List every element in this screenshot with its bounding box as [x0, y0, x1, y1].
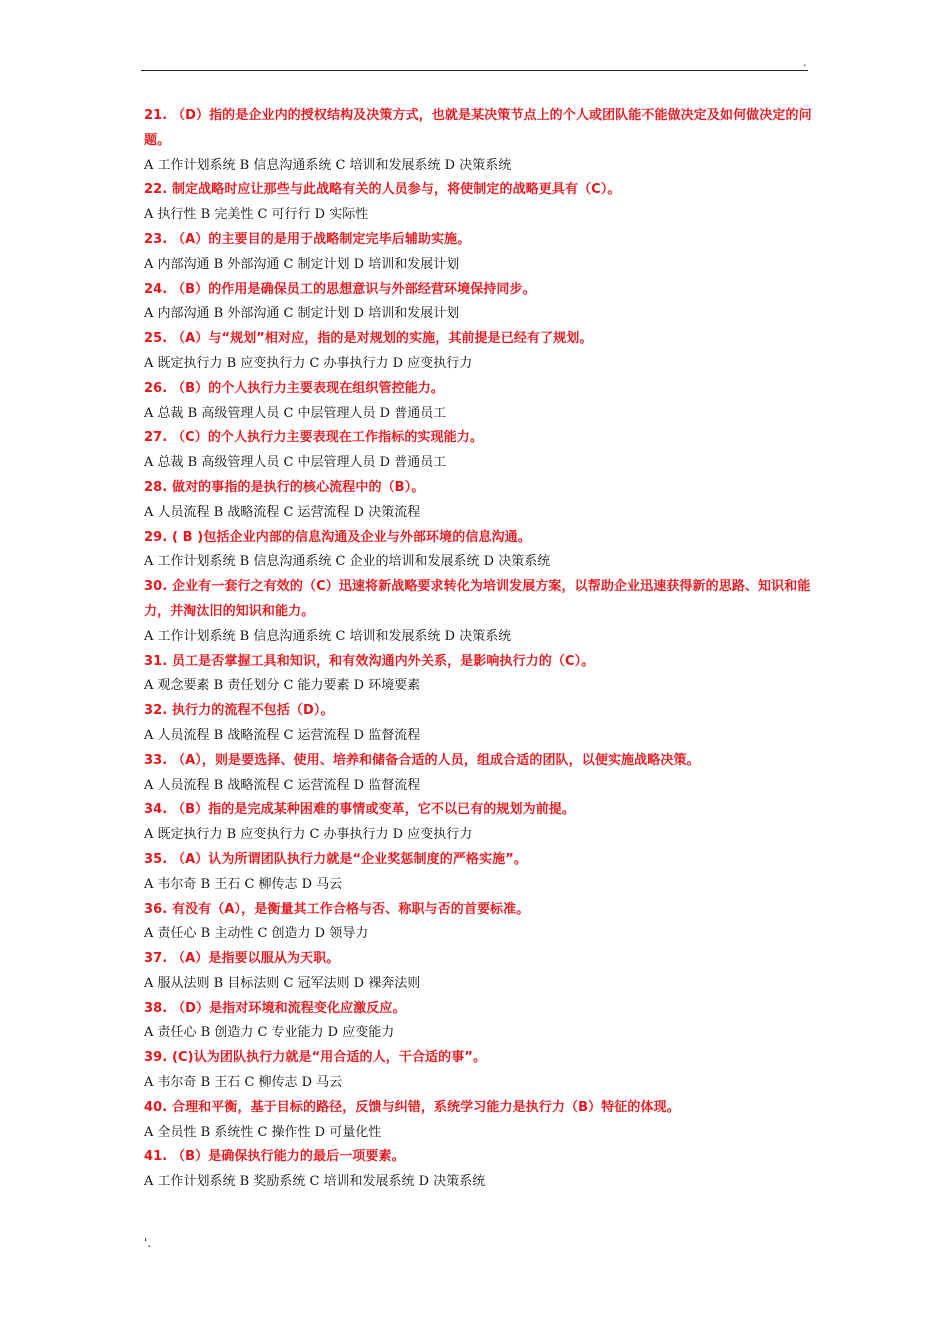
- question-body: （A）与“规划”相对应，指的是对规划的实施，其前提是已经有了规划。: [171, 331, 593, 347]
- question-text: [144, 699, 812, 724]
- answer-options: A 人员流程 B 战略流程 C 运营流程 D 监督流程: [144, 777, 421, 793]
- answer-options: A 内部沟通 B 外部沟通 C 制定计划 D 培训和发展计划: [144, 256, 460, 272]
- question-number: 25.: [144, 331, 168, 347]
- question-body: 合理和平衡，基于目标的路径，反馈与纠错，系统学习能力是执行力（B）特征的体现。: [171, 1099, 680, 1115]
- answer-options: A 总裁 B 高级管理人员 C 中层管理人员 D 普通员工: [144, 405, 447, 421]
- question-body: （B）的作用是确保员工的思想意识与外部经营环境保持同步。: [171, 281, 536, 297]
- question-text: [144, 650, 812, 675]
- question-body: 有没有（A），是衡量其工作合格与否、称职与否的首要标准。: [171, 901, 530, 917]
- question-number: 27.: [144, 430, 168, 446]
- question-body: 执行力的流程不包括（D）。: [171, 703, 334, 719]
- header-mark: .: [803, 56, 807, 69]
- answer-options: A 执行性 B 完美性 C 可行行 D 实际性: [144, 207, 369, 223]
- question-text: [144, 377, 812, 402]
- answer-options: A 人员流程 B 战略流程 C 运营流程 D 监督流程: [144, 727, 421, 743]
- question-number: 22.: [144, 182, 168, 198]
- question-body: 做对的事指的是执行的核心流程中的（B）。: [171, 479, 425, 495]
- question-number: 24.: [144, 281, 168, 297]
- question-number: 38.: [144, 1000, 168, 1016]
- question-number: 34.: [144, 802, 168, 818]
- answer-options: A 工作计划系统 B 奖励系统 C 培训和发展系统 D 决策系统: [144, 1174, 486, 1190]
- question-list: [144, 104, 812, 1195]
- question-body: （B）指的是完成某种困难的事情或变革，它不以已有的规划为前提。: [171, 802, 575, 818]
- question-number: 31.: [144, 653, 168, 669]
- question-text: [144, 898, 812, 923]
- answer-options: A 韦尔奇 B 王石 C 柳传志 D 马云: [144, 876, 343, 892]
- question-number: 28.: [144, 479, 168, 495]
- question-text: [144, 327, 812, 352]
- question-text: [144, 1145, 812, 1170]
- question-body: (C)认为团队执行力就是“用合适的人，干合适的事”。: [171, 1050, 487, 1066]
- answer-options: A 人员流程 B 战略流程 C 运营流程 D 决策流程: [144, 504, 421, 520]
- question-number: 29.: [144, 529, 168, 545]
- answer-options: A 全员性 B 系统性 C 操作性 D 可量化性: [144, 1124, 382, 1140]
- question-text: [144, 1096, 812, 1121]
- question-body: （D）是指对环境和流程变化应激反应。: [171, 1000, 406, 1016]
- question-body: （A）是指要以服从为天职。: [171, 951, 340, 967]
- question-number: 33.: [144, 752, 168, 768]
- question-text: [144, 104, 812, 154]
- question-number: 35.: [144, 851, 168, 867]
- answer-options: A 责任心 B 创造力 C 专业能力 D 应变能力: [144, 1025, 395, 1041]
- question-number: 30.: [144, 579, 168, 595]
- answer-options: A 既定执行力 B 应变执行力 C 办事执行力 D 应变执行力: [144, 355, 473, 371]
- question-body: （B）是确保执行能力的最后一项要素。: [171, 1149, 405, 1165]
- question-text: [144, 749, 812, 774]
- question-body: （A）认为所谓团队执行力就是“企业奖惩制度的严格实施”。: [171, 851, 527, 867]
- question-text: [144, 848, 812, 873]
- question-text: [144, 575, 812, 625]
- question-text: [144, 426, 812, 451]
- question-number: 40.: [144, 1099, 168, 1115]
- answer-options: A 韦尔奇 B 王石 C 柳传志 D 马云: [144, 1075, 343, 1091]
- question-text: [144, 228, 812, 253]
- question-number: 26.: [144, 380, 168, 396]
- question-body: 企业有一套行之有效的（C）迅速将新战略要求转化为培训发展方案，以帮助企业迅速获得新的思路、知识和能力，并淘汰旧的知识和能力。: [144, 579, 811, 619]
- question-text: [144, 476, 812, 501]
- question-text: [144, 947, 812, 972]
- answer-options: A 总裁 B 高级管理人员 C 中层管理人员 D 普通员工: [144, 455, 447, 471]
- question-body: （A），则是要选择、使用、培养和储备合适的人员，组成合适的团队，以便实施战略决策。: [171, 752, 700, 768]
- question-number: 32.: [144, 703, 168, 719]
- answer-options: A 既定执行力 B 应变执行力 C 办事执行力 D 应变执行力: [144, 827, 473, 843]
- question-number: 21.: [144, 108, 168, 123]
- answer-options: A 观念要素 B 责任划分 C 能力要素 D 环境要素: [144, 678, 421, 694]
- question-number: 23.: [144, 231, 168, 247]
- answer-options: A 责任心 B 主动性 C 创造力 D 领导力: [144, 926, 369, 942]
- question-body: （C）的个人执行力主要表现在工作指标的实现能力。: [171, 430, 483, 446]
- header-rule: [141, 70, 808, 71]
- answer-options: A 服从法则 B 目标法则 C 冠军法则 D 裸奔法则: [144, 975, 421, 991]
- question-body: ( B )包括企业内部的信息沟通及企业与外部环境的信息沟通。: [171, 529, 531, 545]
- question-number: 36.: [144, 901, 168, 917]
- question-body: 制定战略时应让那些与此战略有关的人员参与，将使制定的战略更具有（C）。: [171, 182, 621, 198]
- question-number: 37.: [144, 951, 168, 967]
- answer-options: A 工作计划系统 B 信息沟通系统 C 培训和发展系统 D 决策系统: [144, 628, 512, 644]
- question-number: 39.: [144, 1050, 168, 1066]
- question-text: [144, 1046, 812, 1071]
- question-body: （D）指的是企业内的授权结构及决策方式，也就是某决策节点上的个人或团队能不能做决定及如何做决定的问题。: [144, 108, 812, 148]
- question-number: 41.: [144, 1149, 168, 1165]
- question-body: 员工是否掌握工具和知识，和有效沟通内外关系，是影响执行力的（C）。: [171, 653, 595, 669]
- question-body: （A）的主要目的是用于战略制定完毕后辅助实施。: [171, 231, 471, 247]
- question-body: （B）的个人执行力主要表现在组织管控能力。: [171, 380, 444, 396]
- answer-options: A 工作计划系统 B 信息沟通系统 C 培训和发展系统 D 决策系统: [144, 157, 512, 173]
- question-text: [144, 278, 812, 303]
- footer-mark: '.: [144, 1236, 152, 1250]
- answer-options: A 内部沟通 B 外部沟通 C 制定计划 D 培训和发展计划: [144, 306, 460, 322]
- question-text: [144, 798, 812, 823]
- answer-options: A 工作计划系统 B 信息沟通系统 C 企业的培训和发展系统 D 决策系统: [144, 554, 551, 570]
- question-text: [144, 178, 812, 203]
- question-text: [144, 997, 812, 1022]
- question-text: [144, 526, 812, 551]
